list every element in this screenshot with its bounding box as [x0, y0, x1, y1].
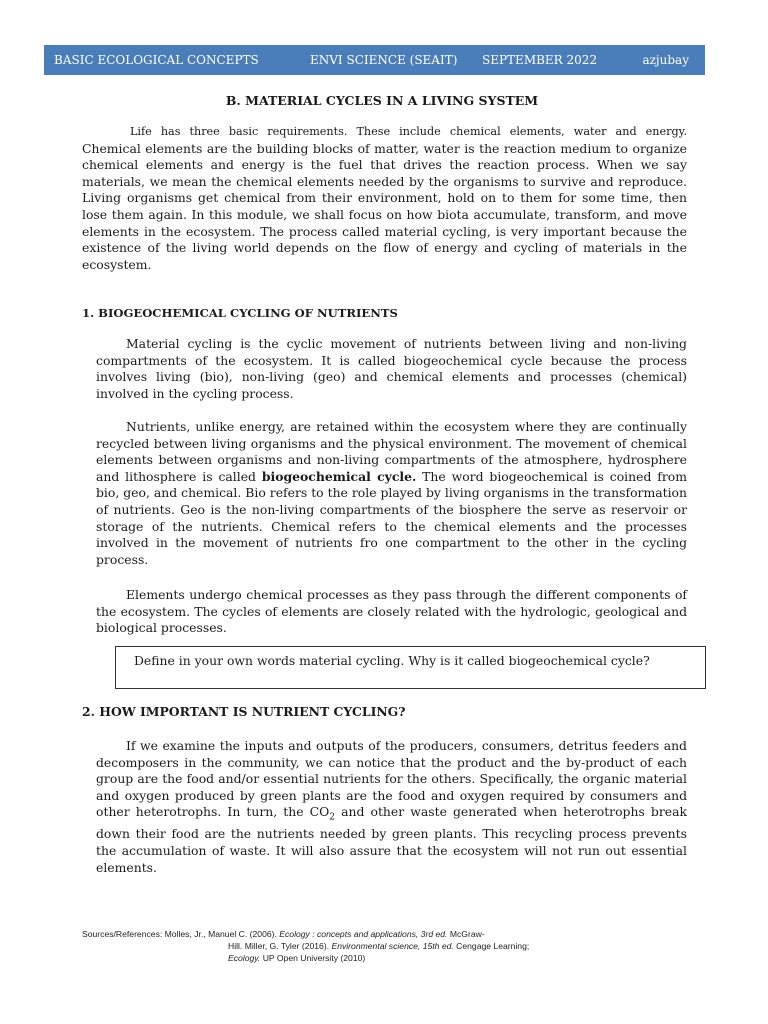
- question-text: Define in your own words material cycling. Why is it called biogeochemical cycle?: [134, 653, 650, 668]
- ref2-publisher: Cengage Learning;: [453, 941, 530, 951]
- header-subject: ENVI SCIENCE (SEAIT): [310, 53, 458, 67]
- ref2-text: Hill. Miller, G. Tyler (2016).: [228, 941, 332, 951]
- header-bar: [44, 45, 705, 75]
- ref1-title: Ecology : concepts and applications, 3rd ed.: [279, 929, 448, 939]
- section-1-paragraph-2: [96, 419, 687, 568]
- ref1-publisher: McGraw-: [447, 929, 485, 939]
- section-1-paragraph-3: [96, 587, 687, 637]
- s1-p3-text: Elements undergo chemical processes as they pass through the different components of the ecosystem. The cycles of elements are closely related with the hydrologic, geological and biological processes.: [96, 587, 687, 636]
- intro-rest: Chemical elements are the building blocks of matter, water is the reaction medium to organize chemical elements and energy is the fuel that drives the reaction process. When we say materials, we mean the chemical elements needed by the organisms to survive and reproduce. Living organisms get chemical from their environment, hold on to them for some time, then lose them again. In this module, we shall focus on how biota accumulate, transform, and move elements in the ecosystem. The process called material cycling, is very important because the existence of the living world depends on the flow of energy and cycling of materials in the ecosystem.: [82, 140, 687, 272]
- section-2-paragraph-1: [96, 738, 687, 876]
- question-box: [115, 646, 706, 689]
- s1-p2-bold-term: biogeochemical cycle.: [261, 468, 417, 484]
- s1-p1-text: Material cycling is the cyclic movement of nutrients between living and non-living compartments of the ecosystem. It is called biogeochemical cycle because the process involves living (bio), non-living (geo) and chemical elements and processes (chemical) involved in the cycling process.: [96, 336, 687, 401]
- section-1-heading: 1. BIOGEOCHEMICAL CYCLING OF NUTRIENTS: [82, 306, 398, 320]
- s2-p1-after: and other waste generated when heterotrophs break down their food are the nutrients needed by green plants. This recycling process prevents the accumulation of waste. It will also assure that the ecosystem will not run out essential elements.: [96, 804, 687, 875]
- s2-p1-subscript: 2: [329, 812, 336, 823]
- s1-p2-after: The word biogeochemical is coined from bio, geo, and chemical. Bio refers to the role played by living organisms in the transformation of nutrients. Geo is the non-living compartments of the biosphere the serve as reservoir or storage of the nutrients. Chemical refers to the chemical elements and the processes involved in the movement of nutrients fro one compartment to the other in the cycling process.: [96, 468, 687, 567]
- references: [82, 928, 702, 964]
- page-title: B. MATERIAL CYCLES IN A LIVING SYSTEM: [225, 93, 539, 108]
- ref3-title: Ecology.: [228, 953, 261, 963]
- reference-line-2: [82, 940, 702, 952]
- section-2-heading: 2. HOW IMPORTANT IS NUTRIENT CYCLING?: [82, 704, 406, 719]
- reference-line-3: [82, 952, 702, 964]
- reference-line-1: [82, 928, 702, 940]
- ref2-title: Environmental science, 15th ed.: [331, 941, 454, 951]
- intro-first-sentence: Life has three basic requirements. These include chemical elements, water and energy.: [130, 125, 687, 138]
- header-author: azjubay: [642, 53, 689, 67]
- header-date: SEPTEMBER 2022: [482, 53, 598, 67]
- intro-paragraph: [82, 123, 687, 273]
- s2-p1-before: If we examine the inputs and outputs of the producers, consumers, detritus feeders and decomposers in the community, we can notice that the product and the by-product of each group are the food and/or essential nutrients for the others. Specifically, the organic material and oxygen produced by green plants are the food and oxygen required by consumers and other heterotrophs. In turn, the CO: [96, 738, 687, 820]
- ref3-publisher: UP Open University (2010): [260, 953, 366, 963]
- section-1-paragraph-1: [96, 336, 687, 402]
- header-course: BASIC ECOLOGICAL CONCEPTS: [54, 53, 259, 67]
- s1-p2-before: Nutrients, unlike energy, are retained within the ecosystem where they are continually recycled between living organisms and the physical environment. The movement of chemical elements between organisms and non-living compartments of the atmosphere, hydrosphere and lithosphere is called: [96, 419, 687, 484]
- ref1-text: Sources/References: Molles, Jr., Manuel C. (2006).: [82, 929, 280, 939]
